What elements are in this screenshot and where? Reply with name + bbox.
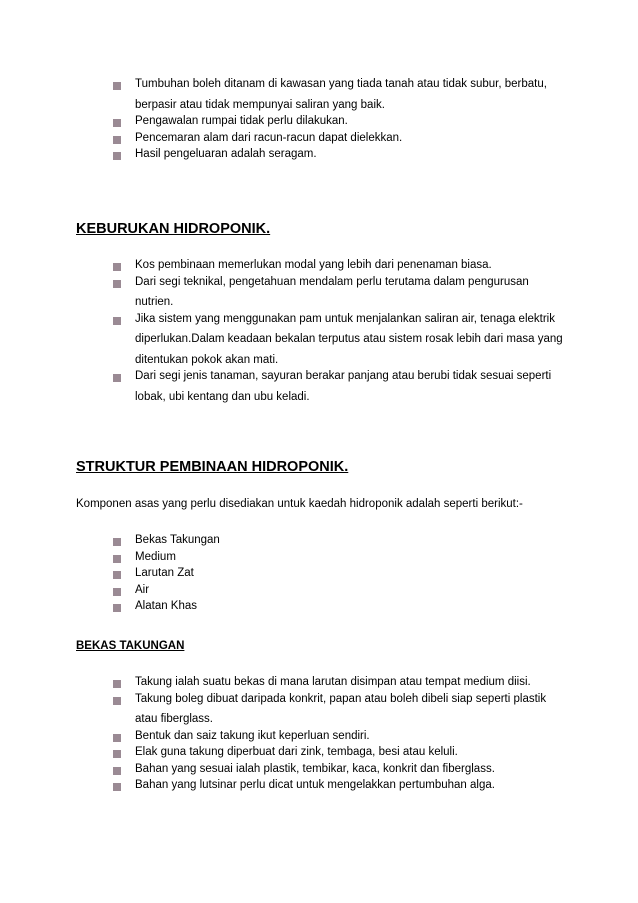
square-bullet-icon: [113, 750, 121, 758]
square-bullet-icon: [113, 571, 121, 579]
list-item: Takung ialah suatu bekas di mana larutan disimpan atau tempat medium diisi.: [0, 676, 565, 693]
square-bullet-icon: [113, 82, 121, 90]
square-bullet-icon: [113, 263, 121, 271]
list-item: Air: [0, 584, 565, 601]
square-bullet-icon: [113, 604, 121, 612]
list-item: Larutan Zat: [0, 567, 565, 584]
list-item: Jika sistem yang menggunakan pam untuk menjalankan saliran air, tenaga elektrik diperlukan.Dalam keadaan bekalan terputus atau sistem rosak lebih dari masa yang ditentukan pokok akan mati.: [0, 313, 565, 371]
square-bullet-icon: [113, 783, 121, 791]
advantages-list: [0, 78, 565, 165]
reservoir-list: [0, 676, 565, 796]
square-bullet-icon: [113, 280, 121, 288]
square-bullet-icon: [113, 588, 121, 596]
list-item: Dari segi teknikal, pengetahuan mendalam perlu terutama dalam pengurusan nutrien.: [0, 276, 565, 313]
square-bullet-icon: [113, 680, 121, 688]
square-bullet-icon: [113, 767, 121, 775]
section-intro-paragraph: Komponen asas yang perlu disediakan untuk kaedah hidroponik adalah seperti berikut:-: [76, 498, 523, 510]
list-item: Bekas Takungan: [0, 534, 565, 551]
section-heading-struktur: STRUKTUR PEMBINAAN HIDROPONIK.: [76, 459, 349, 475]
section-heading-bekas-takungan: BEKAS TAKUNGAN: [76, 640, 185, 652]
list-item: Bentuk dan saiz takung ikut keperluan sendiri.: [0, 730, 565, 747]
square-bullet-icon: [113, 317, 121, 325]
list-item: Hasil pengeluaran adalah seragam.: [0, 148, 565, 165]
list-item: Bahan yang sesuai ialah plastik, tembikar, kaca, konkrit dan fiberglass.: [0, 763, 565, 780]
list-item: Bahan yang lutsinar perlu dicat untuk mengelakkan pertumbuhan alga.: [0, 779, 565, 796]
list-item: Pencemaran alam dari racun-racun dapat dielekkan.: [0, 132, 565, 149]
square-bullet-icon: [113, 697, 121, 705]
square-bullet-icon: [113, 136, 121, 144]
square-bullet-icon: [113, 374, 121, 382]
square-bullet-icon: [113, 734, 121, 742]
list-item: Elak guna takung diperbuat dari zink, tembaga, besi atau keluli.: [0, 746, 565, 763]
section-heading-keburukan: KEBURUKAN HIDROPONIK.: [76, 221, 271, 237]
list-item: Tumbuhan boleh ditanam di kawasan yang tiada tanah atau tidak subur, berbatu, berpasir atau tidak mempunyai saliran yang baik.: [0, 78, 565, 115]
disadvantages-list: [0, 259, 565, 407]
square-bullet-icon: [113, 538, 121, 546]
components-list: [0, 534, 565, 617]
square-bullet-icon: [113, 555, 121, 563]
square-bullet-icon: [113, 152, 121, 160]
list-item: Takung boleg dibuat daripada konkrit, papan atau boleh dibeli siap seperti plastik atau fiberglass.: [0, 693, 565, 730]
list-item: Medium: [0, 551, 565, 568]
list-item: Alatan Khas: [0, 600, 565, 617]
square-bullet-icon: [113, 119, 121, 127]
list-item: Dari segi jenis tanaman, sayuran berakar panjang atau berubi tidak sesuai seperti lobak, ubi kentang dan ubu keladi.: [0, 370, 565, 407]
list-item: Kos pembinaan memerlukan modal yang lebih dari penenaman biasa.: [0, 259, 565, 276]
list-item: Pengawalan rumpai tidak perlu dilakukan.: [0, 115, 565, 132]
